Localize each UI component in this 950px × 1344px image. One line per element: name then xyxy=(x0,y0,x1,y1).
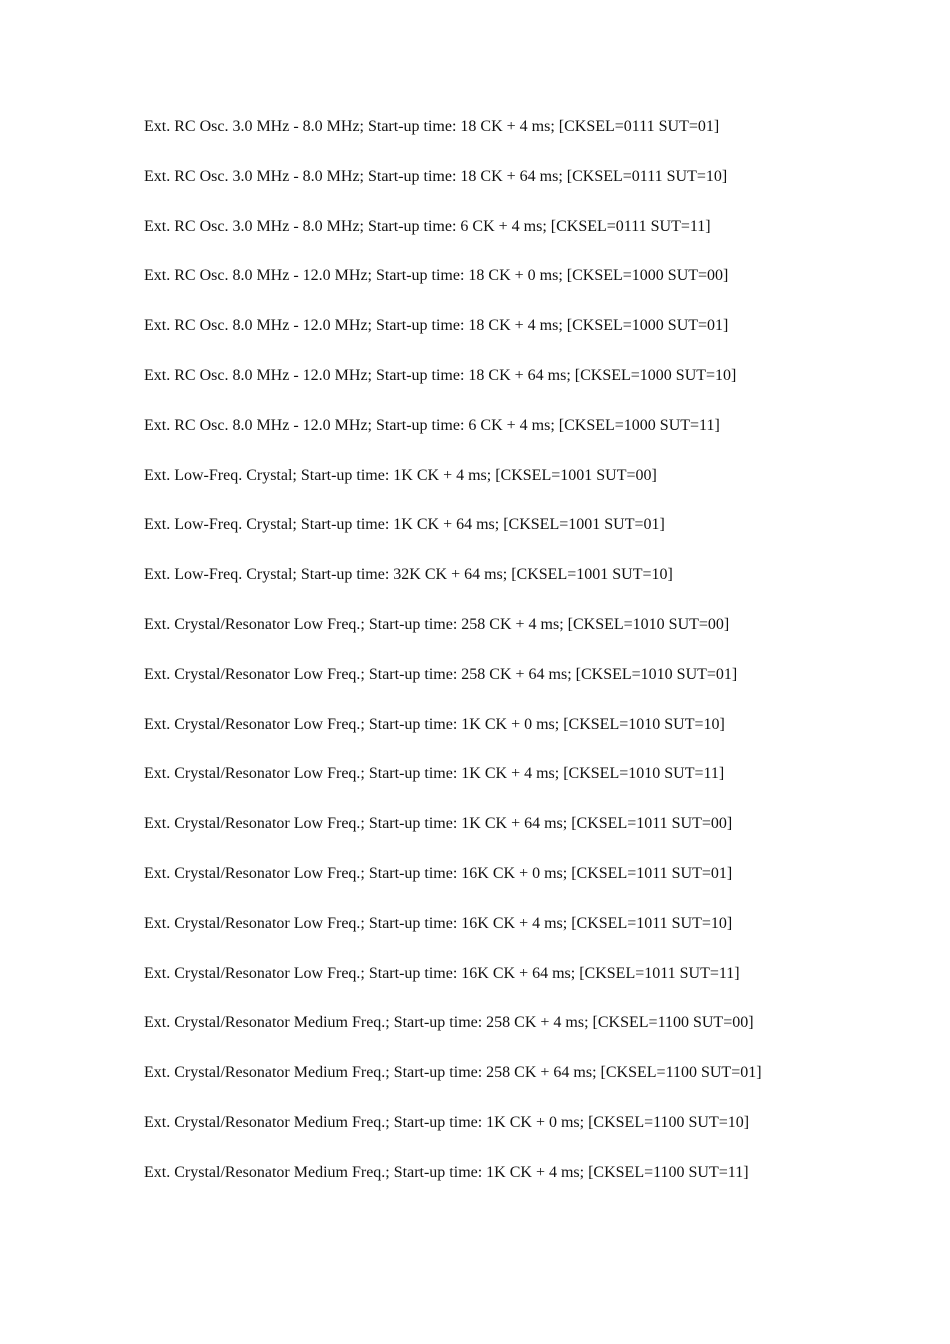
clock-option-line: Ext. Crystal/Resonator Low Freq.; Start-up time: 1K CK + 0 ms; [CKSEL=1010 SUT=10] xyxy=(144,715,725,733)
clock-option-line: Ext. Crystal/Resonator Medium Freq.; Start-up time: 1K CK + 4 ms; [CKSEL=1100 SUT=11] xyxy=(144,1163,749,1181)
clock-option-line: Ext. Low-Freq. Crystal; Start-up time: 1K CK + 4 ms; [CKSEL=1001 SUT=00] xyxy=(144,466,657,484)
clock-option-line: Ext. Crystal/Resonator Low Freq.; Start-up time: 258 CK + 64 ms; [CKSEL=1010 SUT=01] xyxy=(144,665,738,683)
clock-option-line: Ext. Crystal/Resonator Low Freq.; Start-up time: 16K CK + 4 ms; [CKSEL=1011 SUT=10] xyxy=(144,914,733,932)
clock-option-line: Ext. Crystal/Resonator Medium Freq.; Start-up time: 1K CK + 0 ms; [CKSEL=1100 SUT=10] xyxy=(144,1113,750,1131)
clock-option-line: Ext. RC Osc. 3.0 MHz - 8.0 MHz; Start-up time: 18 CK + 4 ms; [CKSEL=0111 SUT=01] xyxy=(144,118,720,135)
clock-option-list xyxy=(144,117,762,1213)
clock-option-line: Ext. RC Osc. 8.0 MHz - 12.0 MHz; Start-up time: 18 CK + 64 ms; [CKSEL=1000 SUT=10] xyxy=(144,366,737,384)
clock-option-line: Ext. RC Osc. 8.0 MHz - 12.0 MHz; Start-up time: 18 CK + 0 ms; [CKSEL=1000 SUT=00] xyxy=(144,267,729,285)
clock-option-line: Ext. Crystal/Resonator Low Freq.; Start-up time: 1K CK + 4 ms; [CKSEL=1010 SUT=11] xyxy=(144,765,725,783)
clock-option-line: Ext. Crystal/Resonator Low Freq.; Start-up time: 16K CK + 64 ms; [CKSEL=1011 SUT=11] xyxy=(144,964,740,982)
clock-option-line: Ext. Low-Freq. Crystal; Start-up time: 1K CK + 64 ms; [CKSEL=1001 SUT=01] xyxy=(144,516,665,534)
clock-option-line: Ext. RC Osc. 3.0 MHz - 8.0 MHz; Start-up time: 6 CK + 4 ms; [CKSEL=0111 SUT=11] xyxy=(144,217,711,235)
clock-option-line: Ext. RC Osc. 8.0 MHz - 12.0 MHz; Start-up time: 18 CK + 4 ms; [CKSEL=1000 SUT=01] xyxy=(144,317,729,335)
clock-option-line: Ext. Crystal/Resonator Low Freq.; Start-up time: 258 CK + 4 ms; [CKSEL=1010 SUT=00] xyxy=(144,615,730,633)
clock-option-line: Ext. Crystal/Resonator Low Freq.; Start-up time: 1K CK + 64 ms; [CKSEL=1011 SUT=00] xyxy=(144,815,733,833)
clock-option-line: Ext. Low-Freq. Crystal; Start-up time: 32K CK + 64 ms; [CKSEL=1001 SUT=10] xyxy=(144,566,673,584)
clock-option-line: Ext. Crystal/Resonator Low Freq.; Start-up time: 16K CK + 0 ms; [CKSEL=1011 SUT=01] xyxy=(144,864,733,882)
clock-option-line: Ext. Crystal/Resonator Medium Freq.; Start-up time: 258 CK + 64 ms; [CKSEL=1100 SUT=01] xyxy=(144,1064,762,1082)
clock-option-line: Ext. RC Osc. 8.0 MHz - 12.0 MHz; Start-up time: 6 CK + 4 ms; [CKSEL=1000 SUT=11] xyxy=(144,416,720,434)
clock-option-line: Ext. Crystal/Resonator Medium Freq.; Start-up time: 258 CK + 4 ms; [CKSEL=1100 SUT=00] xyxy=(144,1014,754,1032)
clock-option-line: Ext. RC Osc. 3.0 MHz - 8.0 MHz; Start-up time: 18 CK + 64 ms; [CKSEL=0111 SUT=10] xyxy=(144,167,728,185)
